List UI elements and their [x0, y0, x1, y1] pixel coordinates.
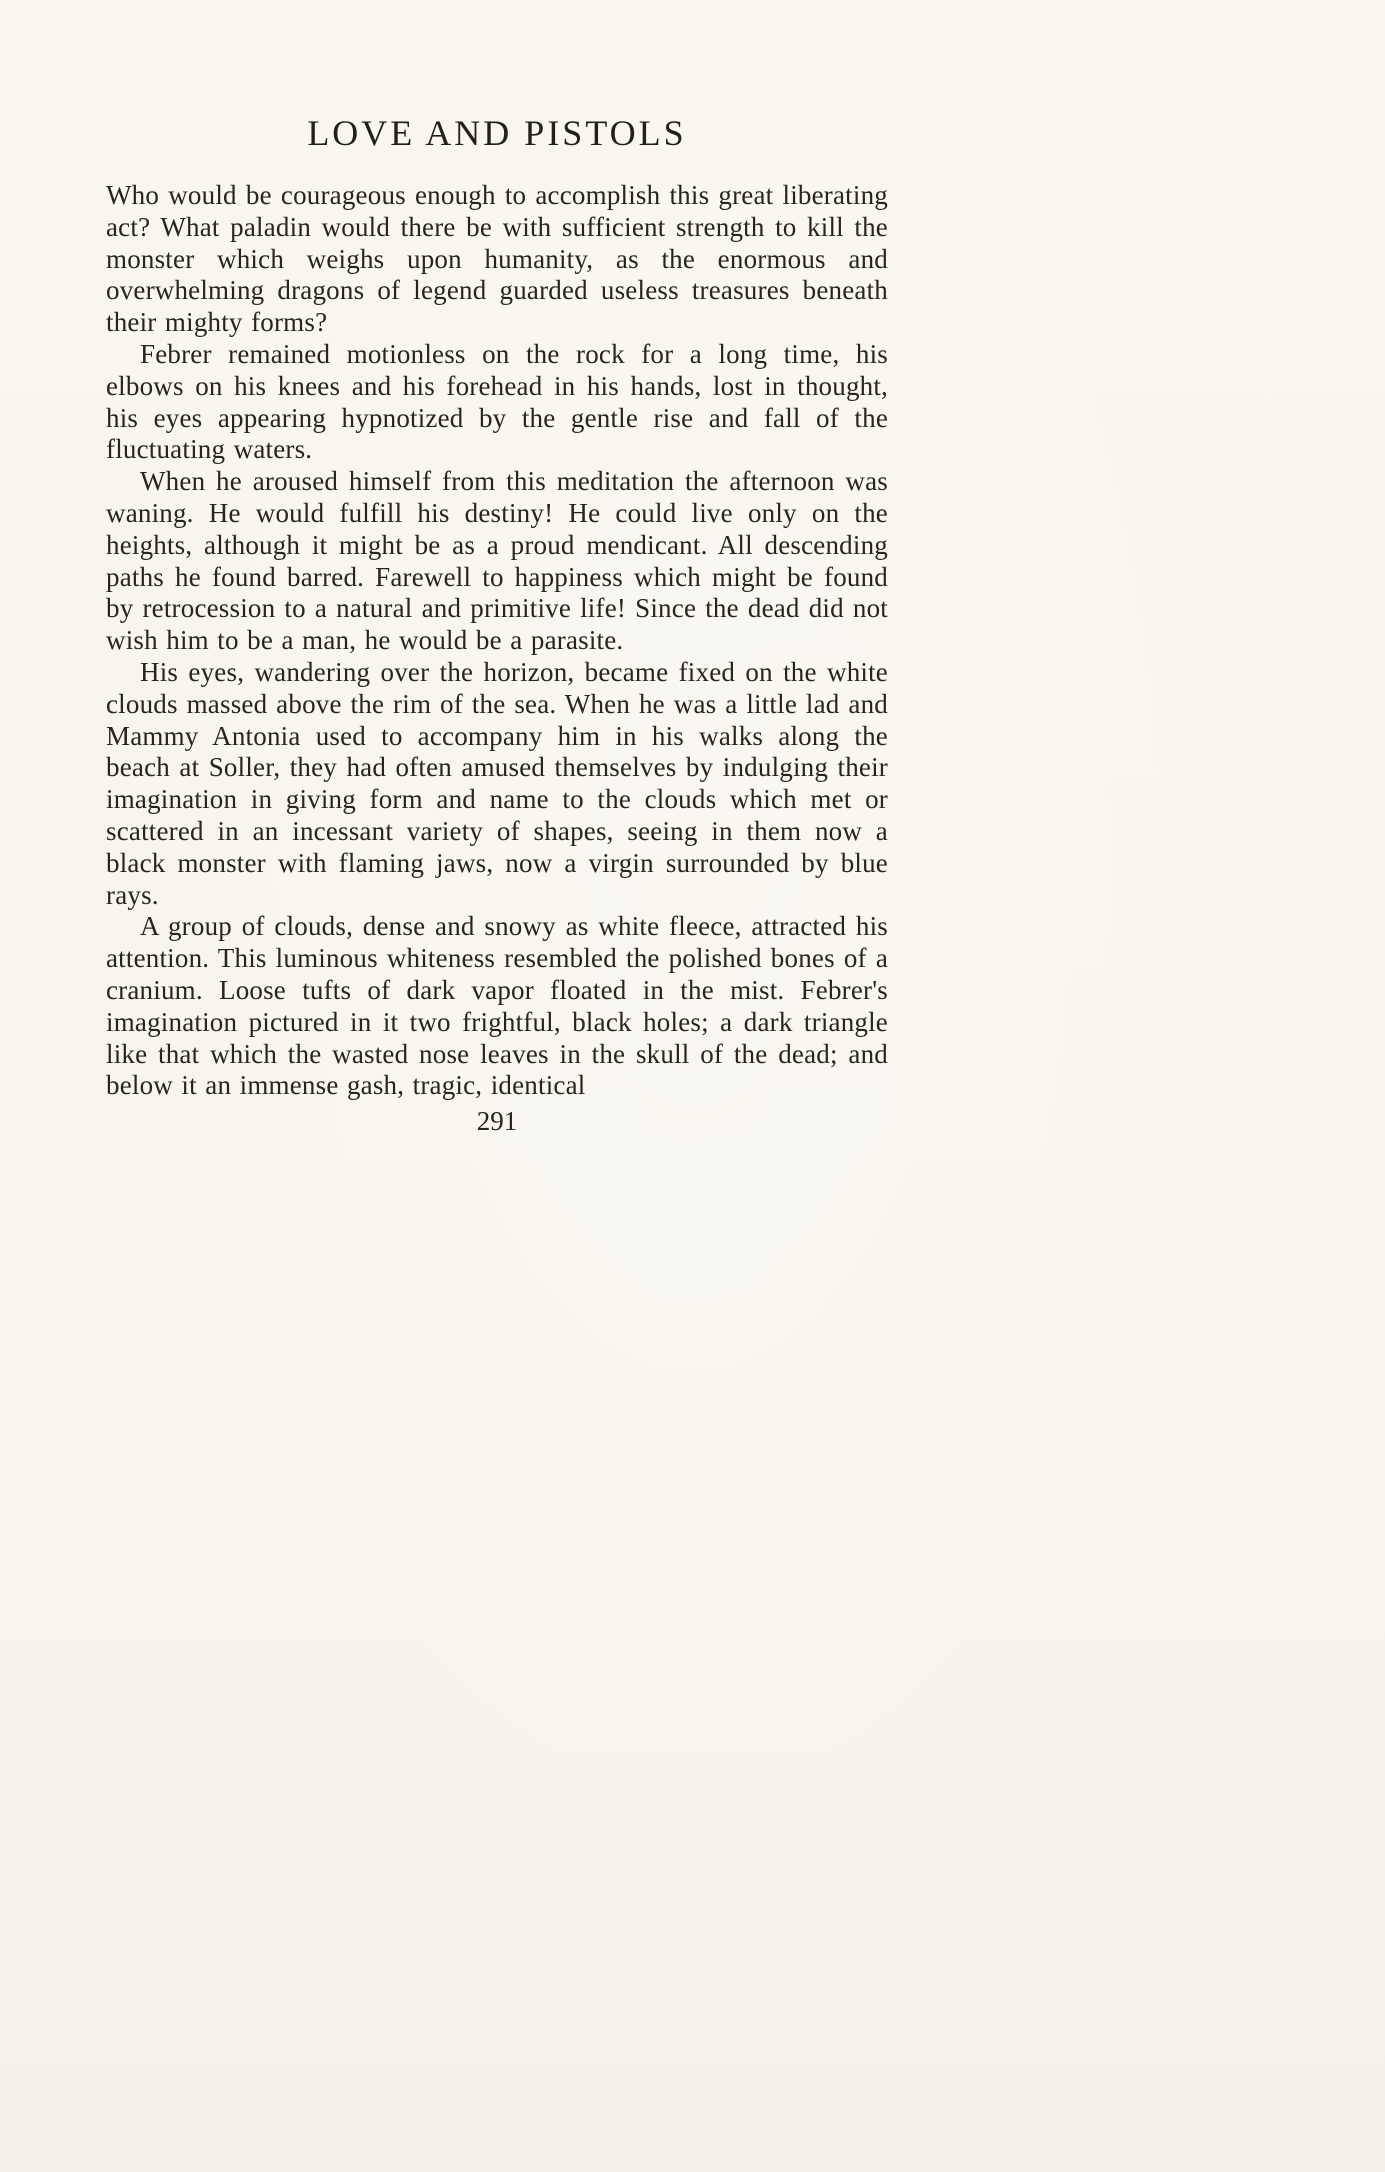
- text-column: [106, 112, 888, 1137]
- paragraph: Who would be courageous enough to accomplish this great liberating act? What paladin would there be with sufficient strength to kill the monster which weighs upon humanity, as the enormous and overwhelming dragons of legend guarded useless treasures beneath their mighty forms?: [106, 180, 888, 338]
- page-title: LOVE AND PISTOLS: [307, 113, 687, 153]
- body-text: [106, 180, 888, 1102]
- paragraph: His eyes, wandering over the horizon, became fixed on the white clouds massed above the rim of the sea. When he was a little lad and Mammy Antonia used to accompany him in his walks along the beach at Soller, they had often amused themselves by indulging their imagination in giving form and name to the clouds which met or scattered in an incessant variety of shapes, seeing in them now a black monster with flaming jaws, now a virgin surrounded by blue rays.: [106, 656, 888, 910]
- paragraph: Febrer remained motionless on the rock for a long time, his elbows on his knees and his forehead in his hands, lost in thought, his eyes appearing hypnotized by the gentle rise and fall of the fluctuating waters.: [106, 338, 888, 465]
- page-number: 291: [476, 1106, 518, 1137]
- paragraph: When he aroused himself from this meditation the afternoon was waning. He would fulfill his destiny! He could live only on the heights, although it might be as a proud mendicant. All descending paths he found barred. Farewell to happiness which might be found by retrocession to a natural and primitive life! Since the dead did not wish him to be a man, he would be a parasite.: [106, 466, 888, 656]
- paragraph: A group of clouds, dense and snowy as white fleece, attracted his attention. This luminous whiteness resembled the polished bones of a cranium. Loose tufts of dark vapor floated in the mist. Febrer's imagination pictured in it two frightful, black holes; a dark triangle like that which the wasted nose leaves in the skull of the dead; and below it an immense gash, tragic, identical: [106, 911, 888, 1101]
